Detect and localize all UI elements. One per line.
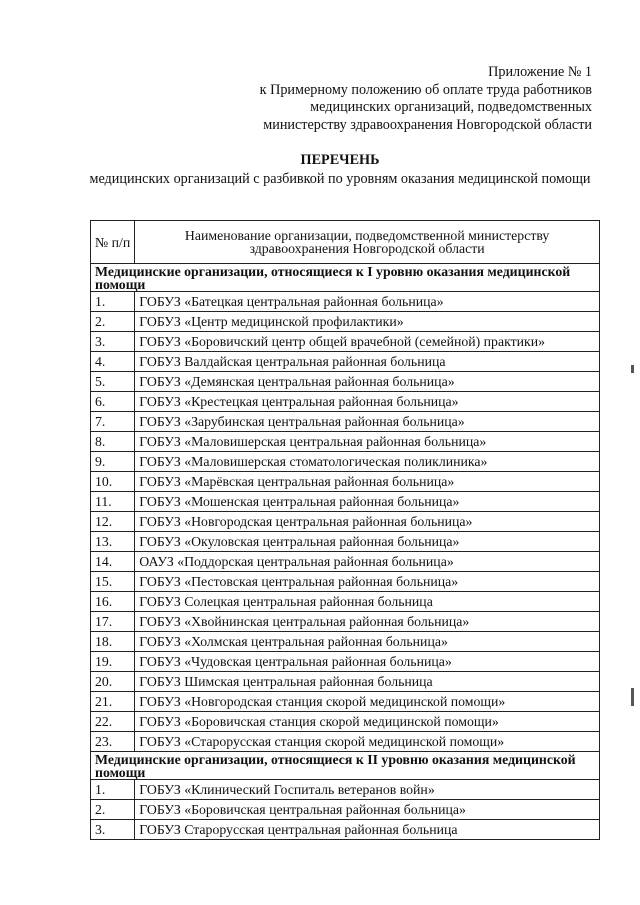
section-row (91, 264, 600, 292)
row-number: 6. (91, 392, 135, 412)
organization-name: ГОБУЗ «Крестецкая центральная районная больница» (135, 392, 600, 412)
table-row (91, 492, 600, 512)
organizations-table (90, 220, 600, 840)
table-row (91, 780, 600, 800)
row-number: 15. (91, 572, 135, 592)
organization-name: ГОБУЗ «Пестовская центральная районная больница» (135, 572, 600, 592)
table-row (91, 572, 600, 592)
organization-name: ГОБУЗ «Старорусская станция скорой медицинской помощи» (135, 732, 600, 752)
row-number: 1. (91, 780, 135, 800)
document-title: ПЕРЕЧЕНЬ (300, 152, 380, 168)
row-number: 9. (91, 452, 135, 472)
appendix-line: Приложение № 1 (488, 64, 592, 80)
row-number: 20. (91, 672, 135, 692)
table-row (91, 800, 600, 820)
appendix-line: медицинских организаций, подведомственных (310, 99, 592, 115)
table-row (91, 532, 600, 552)
row-number: 11. (91, 492, 135, 512)
table-row (91, 512, 600, 532)
row-number: 16. (91, 592, 135, 612)
row-number: 3. (91, 820, 135, 840)
row-number: 8. (91, 432, 135, 452)
table-row (91, 472, 600, 492)
organization-name: ГОБУЗ «Боровичский центр общей врачебной (семейной) практики» (135, 332, 600, 352)
table-header-row (91, 221, 600, 264)
table-row (91, 312, 600, 332)
document-title-block (80, 152, 600, 187)
row-number: 10. (91, 472, 135, 492)
column-header-name: Наименование организации, подведомственной министерству здравоохранения Новгородской области (135, 221, 600, 264)
organization-name: ГОБУЗ Шимская центральная районная больница (135, 672, 600, 692)
table-row (91, 820, 600, 840)
row-number: 18. (91, 632, 135, 652)
organization-name: ГОБУЗ «Центр медицинской профилактики» (135, 312, 600, 332)
organization-name: ГОБУЗ «Клинический Госпиталь ветеранов войн» (135, 780, 600, 800)
row-number: 21. (91, 692, 135, 712)
appendix-line: министерству здравоохранения Новгородской области (263, 116, 592, 133)
table-body (91, 264, 600, 840)
row-number: 13. (91, 532, 135, 552)
table-row (91, 692, 600, 712)
table-row (91, 672, 600, 692)
row-number: 19. (91, 652, 135, 672)
row-number: 23. (91, 732, 135, 752)
table-row (91, 392, 600, 412)
organization-name: ОАУЗ «Поддорская центральная районная больница» (135, 552, 600, 572)
table-row (91, 612, 600, 632)
table-row (91, 732, 600, 752)
row-number: 17. (91, 612, 135, 632)
organization-name: ГОБУЗ «Боровичская станция скорой медицинской помощи» (135, 712, 600, 732)
organization-name: ГОБУЗ «Мошенская центральная районная больница» (135, 492, 600, 512)
organization-name: ГОБУЗ «Батецкая центральная районная больница» (135, 292, 600, 312)
table-row (91, 712, 600, 732)
row-number: 22. (91, 712, 135, 732)
table-row (91, 452, 600, 472)
table-row (91, 372, 600, 392)
organization-name: ГОБУЗ «Хвойнинская центральная районная больница» (135, 612, 600, 632)
row-number: 2. (91, 312, 135, 332)
organization-name: ГОБУЗ «Новгородская станция скорой медицинской помощи» (135, 692, 600, 712)
row-number: 1. (91, 292, 135, 312)
organization-name: ГОБУЗ «Маловишерская центральная районная больница» (135, 432, 600, 452)
row-number: 12. (91, 512, 135, 532)
organization-name: ГОБУЗ «Чудовская центральная районная больница» (135, 652, 600, 672)
organization-name: ГОБУЗ «Холмская центральная районная больница» (135, 632, 600, 652)
table-row (91, 592, 600, 612)
table-row (91, 552, 600, 572)
organization-name: ГОБУЗ «Новгородская центральная районная больница» (135, 512, 600, 532)
organization-name: ГОБУЗ Старорусская центральная районная больница (135, 820, 600, 840)
scan-edge-mark (631, 365, 634, 373)
row-number: 5. (91, 372, 135, 392)
section-title: Медицинские организации, относящиеся к I уровню оказания медицинской помощи (91, 264, 600, 292)
appendix-line: к Примерному положению об оплате труда работников (259, 81, 592, 98)
organization-name: ГОБУЗ Солецкая центральная районная больница (135, 592, 600, 612)
organization-name: ГОБУЗ «Демянская центральная районная больница» (135, 372, 600, 392)
organization-name: ГОБУЗ «Боровичская центральная районная больница» (135, 800, 600, 820)
table-row (91, 652, 600, 672)
organization-name: ГОБУЗ Валдайская центральная районная больница (135, 352, 600, 372)
organization-name: ГОБУЗ «Марёвская центральная районная больница» (135, 472, 600, 492)
row-number: 14. (91, 552, 135, 572)
table-row (91, 332, 600, 352)
scan-edge-mark (631, 688, 634, 706)
section-row (91, 752, 600, 780)
table-row (91, 292, 600, 312)
row-number: 3. (91, 332, 135, 352)
column-header-number: № п/п (91, 221, 135, 264)
organization-name: ГОБУЗ «Зарубинская центральная районная больница» (135, 412, 600, 432)
table-row (91, 632, 600, 652)
row-number: 7. (91, 412, 135, 432)
appendix-note (172, 64, 592, 134)
organization-name: ГОБУЗ «Маловишерская стоматологическая поликлиника» (135, 452, 600, 472)
table-row (91, 412, 600, 432)
table-row (91, 352, 600, 372)
row-number: 4. (91, 352, 135, 372)
organization-name: ГОБУЗ «Окуловская центральная районная больница» (135, 532, 600, 552)
table-row (91, 432, 600, 452)
section-title: Медицинские организации, относящиеся к II уровню оказания медицинской помощи (91, 752, 600, 780)
document-subtitle: медицинских организаций с разбивкой по уровням оказания медицинской помощи (89, 170, 591, 187)
row-number: 2. (91, 800, 135, 820)
